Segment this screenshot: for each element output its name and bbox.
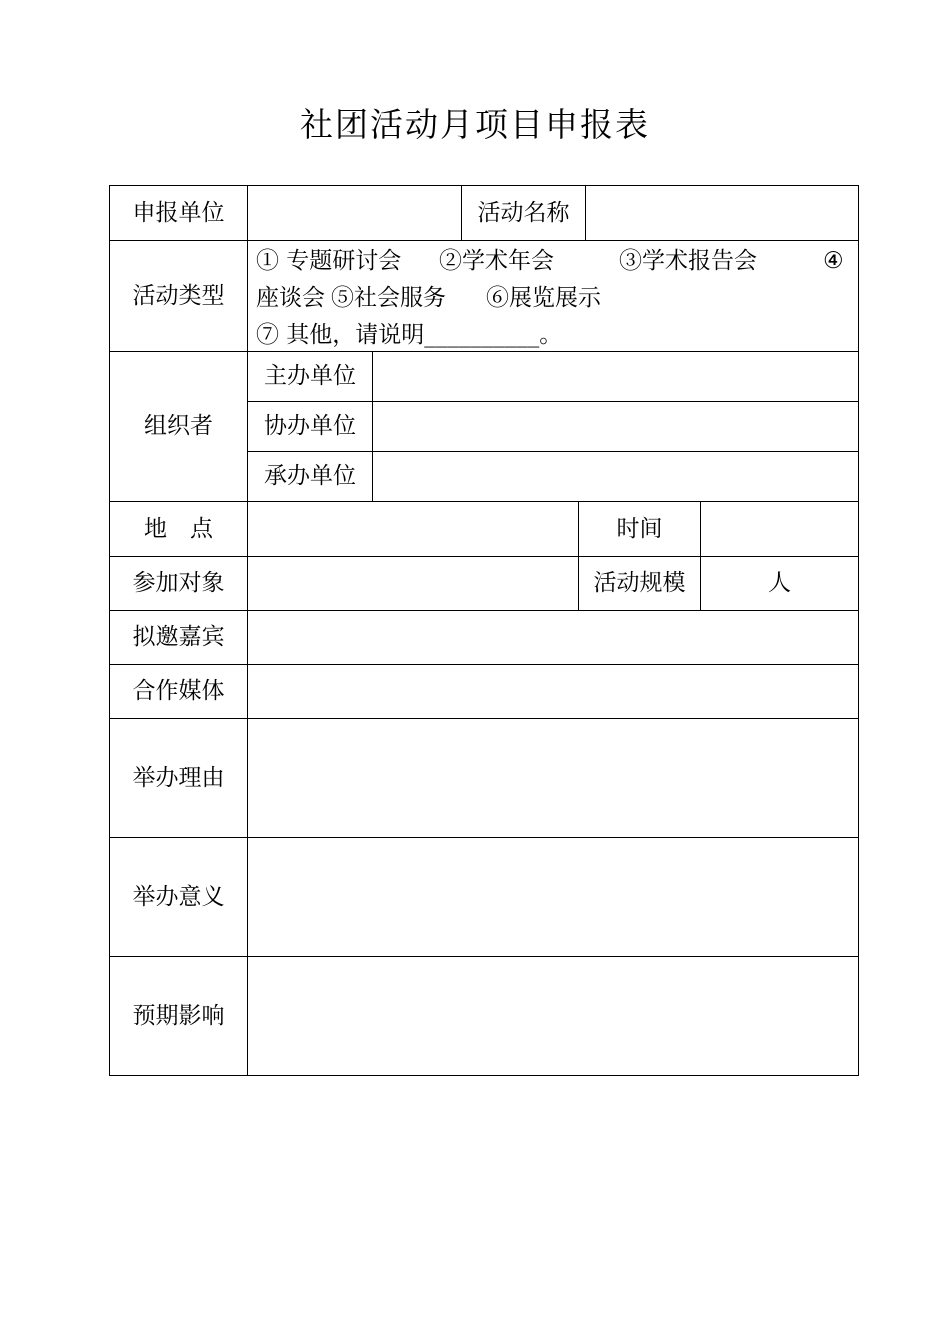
organizer-label: 组织者 — [144, 413, 213, 439]
location-label: 地 点 — [144, 515, 213, 542]
type-option-seminar[interactable]: ① 专题研讨会 — [256, 248, 402, 274]
scale-field[interactable] — [701, 557, 858, 610]
media-field[interactable] — [248, 665, 858, 718]
activity-name-field[interactable] — [586, 186, 858, 240]
impact-label: 预期影响 — [132, 1002, 225, 1029]
activity-type-label: 活动类型 — [132, 282, 225, 309]
reason-label: 举办理由 — [132, 764, 225, 791]
applicant-unit-label: 申报单位 — [132, 199, 225, 226]
applicant-unit-field[interactable] — [248, 186, 461, 240]
activity-name-label: 活动名称 — [477, 199, 570, 226]
type-option-academic-report[interactable]: ③学术报告会 — [619, 248, 757, 274]
scale-unit: 人 — [768, 570, 791, 596]
time-field[interactable] — [701, 502, 858, 556]
activity-type-options — [256, 243, 850, 354]
host-unit-label: 主办单位 — [264, 363, 356, 389]
type-option-forum-number[interactable]: ④ — [823, 248, 844, 274]
participants-field[interactable] — [248, 557, 578, 610]
media-label: 合作媒体 — [132, 678, 225, 704]
significance-label: 举办意义 — [132, 883, 225, 910]
type-option-exhibition[interactable]: ⑥展览展示 — [486, 285, 601, 311]
undertake-unit-field[interactable] — [373, 452, 858, 501]
time-label: 时间 — [616, 515, 663, 542]
page-title: 社团活动月项目申报表 — [300, 105, 650, 144]
reason-field[interactable] — [248, 719, 858, 837]
co-unit-label: 协办单位 — [264, 413, 356, 439]
undertake-unit-label: 承办单位 — [264, 463, 356, 489]
impact-field[interactable] — [248, 957, 858, 1075]
guests-field[interactable] — [248, 611, 858, 664]
location-field[interactable] — [248, 502, 578, 556]
participants-label: 参加对象 — [132, 570, 225, 596]
host-unit-field[interactable] — [373, 352, 858, 401]
type-option-forum[interactable]: 座谈会 — [256, 285, 325, 311]
type-option-other[interactable]: ⑦ 其他，请说明__________。 — [256, 322, 563, 348]
scale-label: 活动规模 — [593, 570, 686, 596]
guests-label: 拟邀嘉宾 — [132, 624, 225, 650]
significance-field[interactable] — [248, 838, 858, 956]
type-option-annual-conference[interactable]: ②学术年会 — [439, 248, 554, 274]
type-option-social-service[interactable]: ⑤社会服务 — [331, 285, 446, 311]
co-unit-field[interactable] — [373, 402, 858, 451]
